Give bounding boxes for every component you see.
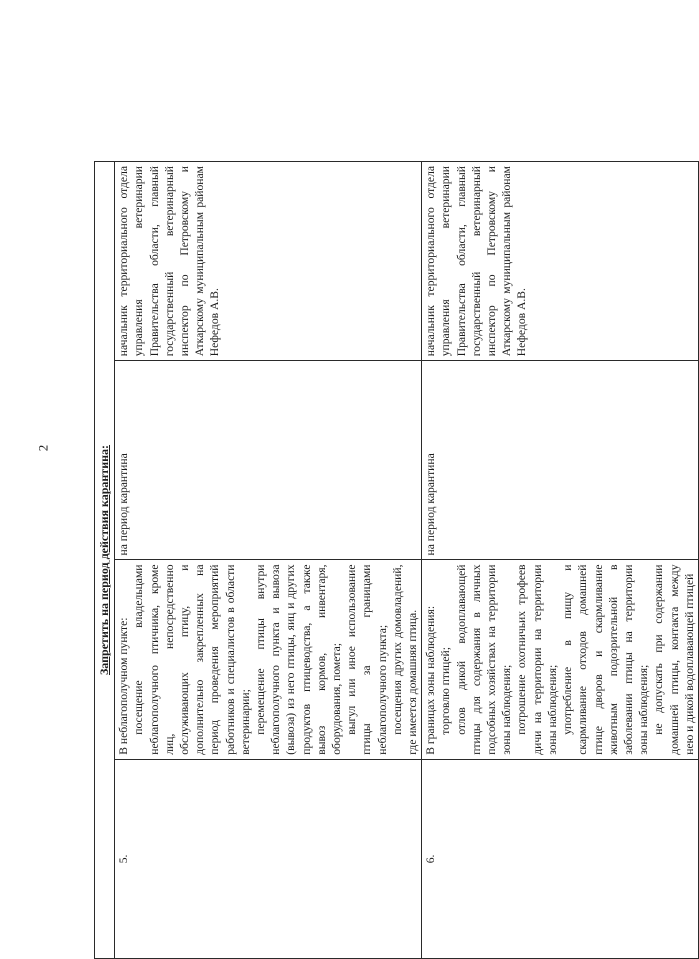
measure-item: не допускать при содержании домашней птицы, контакта между нею и дикой водоплавающей птицей — [652, 564, 696, 755]
measure-item: выгул или иное использование птицы за границами неблагополучного пункта; — [345, 564, 389, 755]
measure-item: перемещение птицы внутри неблагополучного пункта и вывоза (вывоза) из него птицы, яиц и других продуктов птицеводства, а также вывоз кормов, инвентаря, оборудования, помета; — [254, 564, 344, 755]
rotated-table-wrapper — [94, 161, 696, 959]
measure-item: торговлю птицей; — [439, 647, 453, 735]
table-header: Запретить на период действия карантина: — [95, 162, 115, 959]
measure-title: В границах зоны наблюдения: — [424, 605, 438, 755]
measure-item: посещения других домовладений, где имеется домашняя птица. — [390, 564, 420, 755]
responsible-cell: начальник территориального отдела управления ветеринарии Правительства области, главный государственный ветеринарный инспектор по Петровскому и Аткарскому муниципальным районам Нефедов А.В. — [115, 162, 422, 361]
responsible-cell: начальник территориального отдела управления ветеринарии Правительства области, главный государственный ветеринарный инспектор по Петровскому и Аткарскому муниципальным районам Нефедов А.В. — [422, 162, 699, 361]
page-number: 2 — [35, 444, 51, 452]
row-number: 5. — [115, 759, 422, 958]
measure-title: В неблагополучном пункте: — [117, 617, 131, 755]
measure-cell — [115, 560, 422, 759]
table-row — [115, 162, 422, 959]
measure-item: потрошение охотничьих трофеев дичи на территории на территории зоны наблюдения; — [515, 564, 559, 755]
term-cell: на период карантина — [422, 361, 699, 560]
quarantine-table — [94, 161, 699, 959]
table-row — [422, 162, 699, 959]
measure-item: отлов дикой водоплавающей птицы для содержания в личных подсобных хозяйствах на территории зоны наблюдения; — [454, 564, 514, 755]
term-cell: на период карантина — [115, 361, 422, 560]
measure-cell — [422, 560, 699, 759]
measure-item: посещение владельцами неблагополучного птичника, кроме лиц, непосредственно обслуживающих птицу, и дополнительно закрепленных на период проведения мероприятий работников и специалистов в области ветеринарии; — [132, 564, 252, 755]
measure-item: употребление в пищу и скармливание отходов домашней птице дворов и скармливание животным подозрительной в заболевании птицы на территории зоны наблюдения; — [561, 564, 651, 755]
row-number: 6. — [422, 759, 699, 958]
table-header-row — [95, 162, 115, 959]
